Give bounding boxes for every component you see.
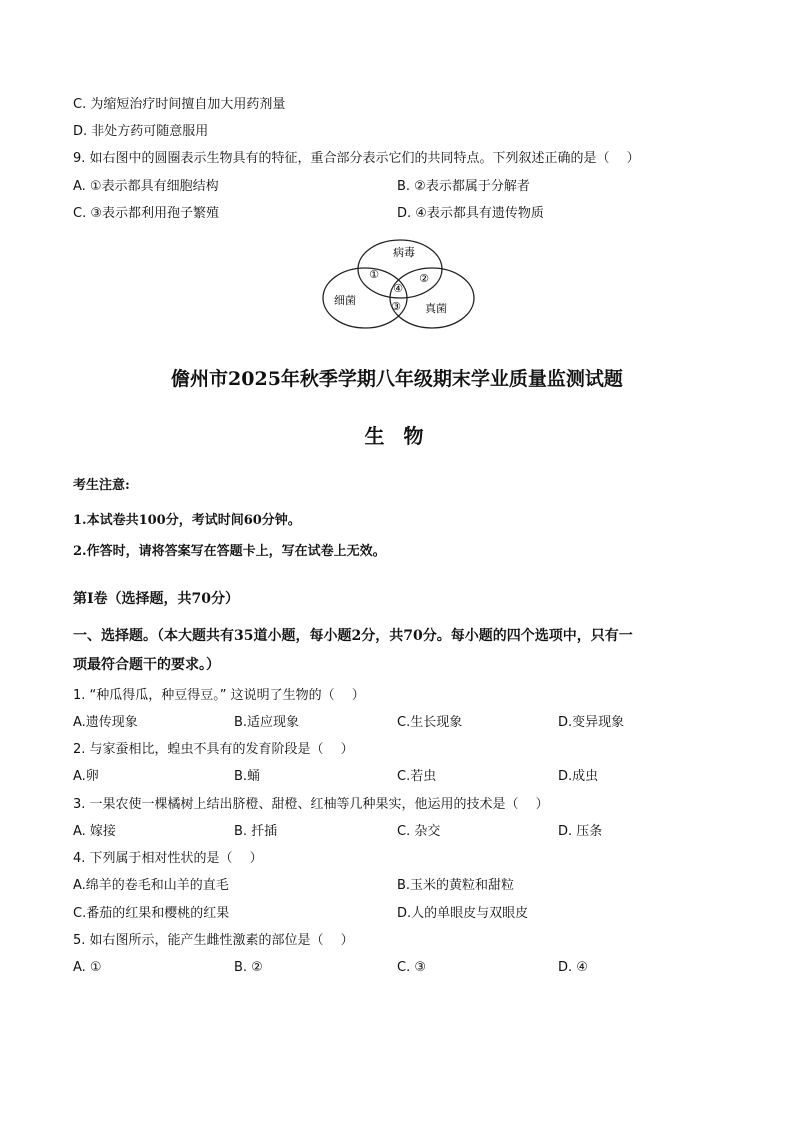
q2-option-c: C.若虫 — [397, 769, 437, 784]
q4-option-d: D.人的单眼皮与双眼皮 — [397, 906, 529, 921]
q9-option-c: C. ③表示都利用孢子繁殖 — [73, 206, 219, 221]
q1-option-d: D.变异现象 — [558, 715, 625, 730]
venn-mark-4: ④ — [393, 282, 403, 295]
q1-stem: 1. “种瓜得瓜，种豆得豆。” 这说明了生物的（ ） — [73, 688, 365, 703]
venn-mark-2: ② — [419, 272, 429, 285]
part1-heading: 第Ⅰ卷（选择题，共70分） — [73, 591, 240, 607]
venn-label-virus: 病毒 — [393, 246, 415, 259]
q5-option-b: B. ② — [234, 960, 263, 975]
q3-option-b: B. 扦插 — [234, 824, 278, 839]
q2-option-d: D.成虫 — [558, 769, 599, 784]
q1-option-c: C.生长现象 — [397, 715, 463, 730]
q2-option-a: A.卵 — [73, 769, 99, 784]
q9-stem: 9. 如右图中的圆圈表示生物具有的特征，重合部分表示它们的共同特点。下列叙述正确的是（ ） — [73, 151, 640, 166]
venn-label-fungi: 真菌 — [425, 302, 447, 315]
q9-option-b: B. ②表示都属于分解者 — [397, 179, 530, 194]
prev-option-d: D. 非处方药可随意服用 — [73, 124, 209, 139]
q4-option-a: A.绵羊的卷毛和山羊的直毛 — [73, 878, 229, 893]
section-instruction-line1: 一、选择题。（本大题共有35道小题，每小题2分，共70分。每小题的四个选项中，只有一 — [73, 628, 633, 644]
q1-option-a: A.遗传现象 — [73, 715, 138, 730]
section-instruction-line2: 项最符合题干的要求。） — [73, 657, 220, 673]
q9-option-d: D. ④表示都具有遗传物质 — [397, 206, 544, 221]
exam-title: 儋州市2025年秋季学期八年级期末学业质量监测试题 — [171, 368, 623, 390]
notice-item-1: 1.本试卷共100分，考试时间60分钟。 — [73, 513, 301, 528]
q4-option-b: B.玉米的黄粒和甜粒 — [397, 878, 515, 893]
prev-option-c: C. 为缩短治疗时间擅自加大用药剂量 — [73, 97, 286, 112]
q4-option-c: C.番茄的红果和樱桃的红果 — [73, 906, 230, 921]
q5-option-a: A. ① — [73, 960, 102, 975]
q5-stem: 5. 如右图所示，能产生雌性激素的部位是（ ） — [73, 933, 354, 948]
q5-option-d: D. ④ — [558, 960, 588, 975]
q2-stem: 2. 与家蚕相比，蝗虫不具有的发育阶段是（ ） — [73, 742, 354, 757]
notice-heading: 考生注意: — [73, 478, 130, 493]
venn-diagram — [318, 234, 478, 334]
venn-label-bacteria: 细菌 — [334, 294, 356, 307]
q4-stem: 4. 下列属于相对性状的是（ ） — [73, 851, 263, 866]
notice-item-2: 2.作答时，请将答案写在答题卡上，写在试卷上无效。 — [73, 544, 386, 559]
q3-option-c: C. 杂交 — [397, 824, 441, 839]
exam-subject: 生 物 — [364, 424, 430, 448]
q1-option-b: B.适应现象 — [234, 715, 300, 730]
q3-option-d: D. 压条 — [558, 824, 603, 839]
q5-option-c: C. ③ — [397, 960, 426, 975]
q3-option-a: A. 嫁接 — [73, 824, 116, 839]
q3-stem: 3. 一果农使一棵橘树上结出脐橙、甜橙、红柚等几种果实，他运用的技术是（ ） — [73, 797, 549, 812]
q9-option-a: A. ①表示都具有细胞结构 — [73, 179, 219, 194]
venn-mark-3: ③ — [391, 300, 401, 313]
venn-mark-1: ① — [369, 268, 379, 281]
q2-option-b: B.蛹 — [234, 769, 261, 784]
